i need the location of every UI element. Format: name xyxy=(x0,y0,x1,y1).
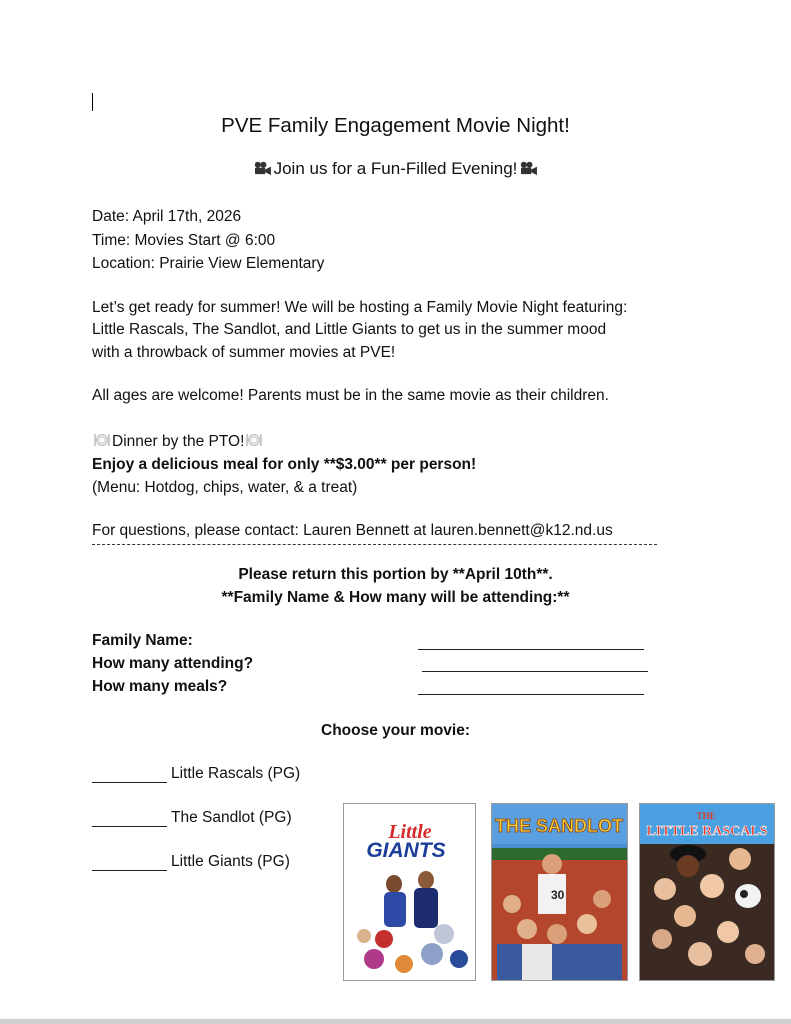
poster-title: THE SANDLOT xyxy=(495,816,623,836)
jersey-number: 30 xyxy=(551,888,565,902)
little-giants-poster xyxy=(343,803,476,981)
return-subheading: **Family Name & How many will be attending:** xyxy=(221,589,570,606)
movie-option-sandlot: The Sandlot (PG) xyxy=(171,809,292,826)
little-rascals-poster xyxy=(639,803,775,981)
intro-line: Little Rascals, The Sandlot, and Little Giants to get us in the summer mood xyxy=(92,321,607,338)
movie-choice-blank[interactable] xyxy=(92,826,167,827)
family-name-label: Family Name: xyxy=(92,632,193,649)
dinner-menu: (Menu: Hotdog, chips, water, & a treat) xyxy=(92,479,358,496)
subtitle-line xyxy=(0,159,791,179)
plate-cutlery-icon xyxy=(246,432,262,448)
cut-line-divider xyxy=(92,544,657,545)
ages-note: All ages are welcome! Parents must be in the same movie as their children. xyxy=(92,387,609,404)
intro-line: Let’s get ready for summer! We will be hosting a Family Movie Night featuring: xyxy=(92,299,628,316)
movie-choice-blank[interactable] xyxy=(92,870,167,871)
text-cursor xyxy=(92,93,93,111)
return-instructions: Please return this portion by **April 10th**. xyxy=(238,566,553,583)
poster-title-line2: LITTLE RASCALS xyxy=(646,824,768,839)
page-bottom-edge xyxy=(0,1019,791,1024)
movie-choice-blank[interactable] xyxy=(92,782,167,783)
event-location: Location: Prairie View Elementary xyxy=(92,255,325,272)
subtitle-text: Join us for a Fun-Filled Evening! xyxy=(273,159,518,178)
dinner-heading-text: Dinner by the PTO! xyxy=(112,433,245,450)
movie-camera-icon xyxy=(253,161,272,176)
event-date: Date: April 17th, 2026 xyxy=(92,208,242,225)
movie-option-rascals: Little Rascals (PG) xyxy=(171,765,301,782)
poster-title-line1: THE xyxy=(696,811,716,821)
movie-option-giants: Little Giants (PG) xyxy=(171,853,290,870)
dinner-heading xyxy=(92,432,264,451)
meals-blank[interactable] xyxy=(418,694,644,695)
page-title: PVE Family Engagement Movie Night! xyxy=(221,114,570,137)
sandlot-poster xyxy=(491,803,628,981)
choose-movie-label: Choose your movie: xyxy=(321,722,470,739)
movie-camera-icon xyxy=(519,161,538,176)
meals-label: How many meals? xyxy=(92,678,228,695)
poster-title-line2: GIANTS xyxy=(366,839,446,862)
dinner-offer: Enjoy a delicious meal for only **$3.00** per person! xyxy=(92,456,477,473)
contact-line: For questions, please contact: Lauren Bennett at lauren.bennett@k12.nd.us xyxy=(92,522,613,539)
poster-title-line1: Little xyxy=(388,821,432,843)
attending-label: How many attending? xyxy=(92,655,254,672)
plate-cutlery-icon xyxy=(94,432,110,448)
intro-line: with a throwback of summer movies at PVE! xyxy=(92,344,396,361)
family-name-blank[interactable] xyxy=(418,649,644,650)
attending-blank[interactable] xyxy=(422,671,648,672)
event-time: Time: Movies Start @ 6:00 xyxy=(92,232,276,249)
